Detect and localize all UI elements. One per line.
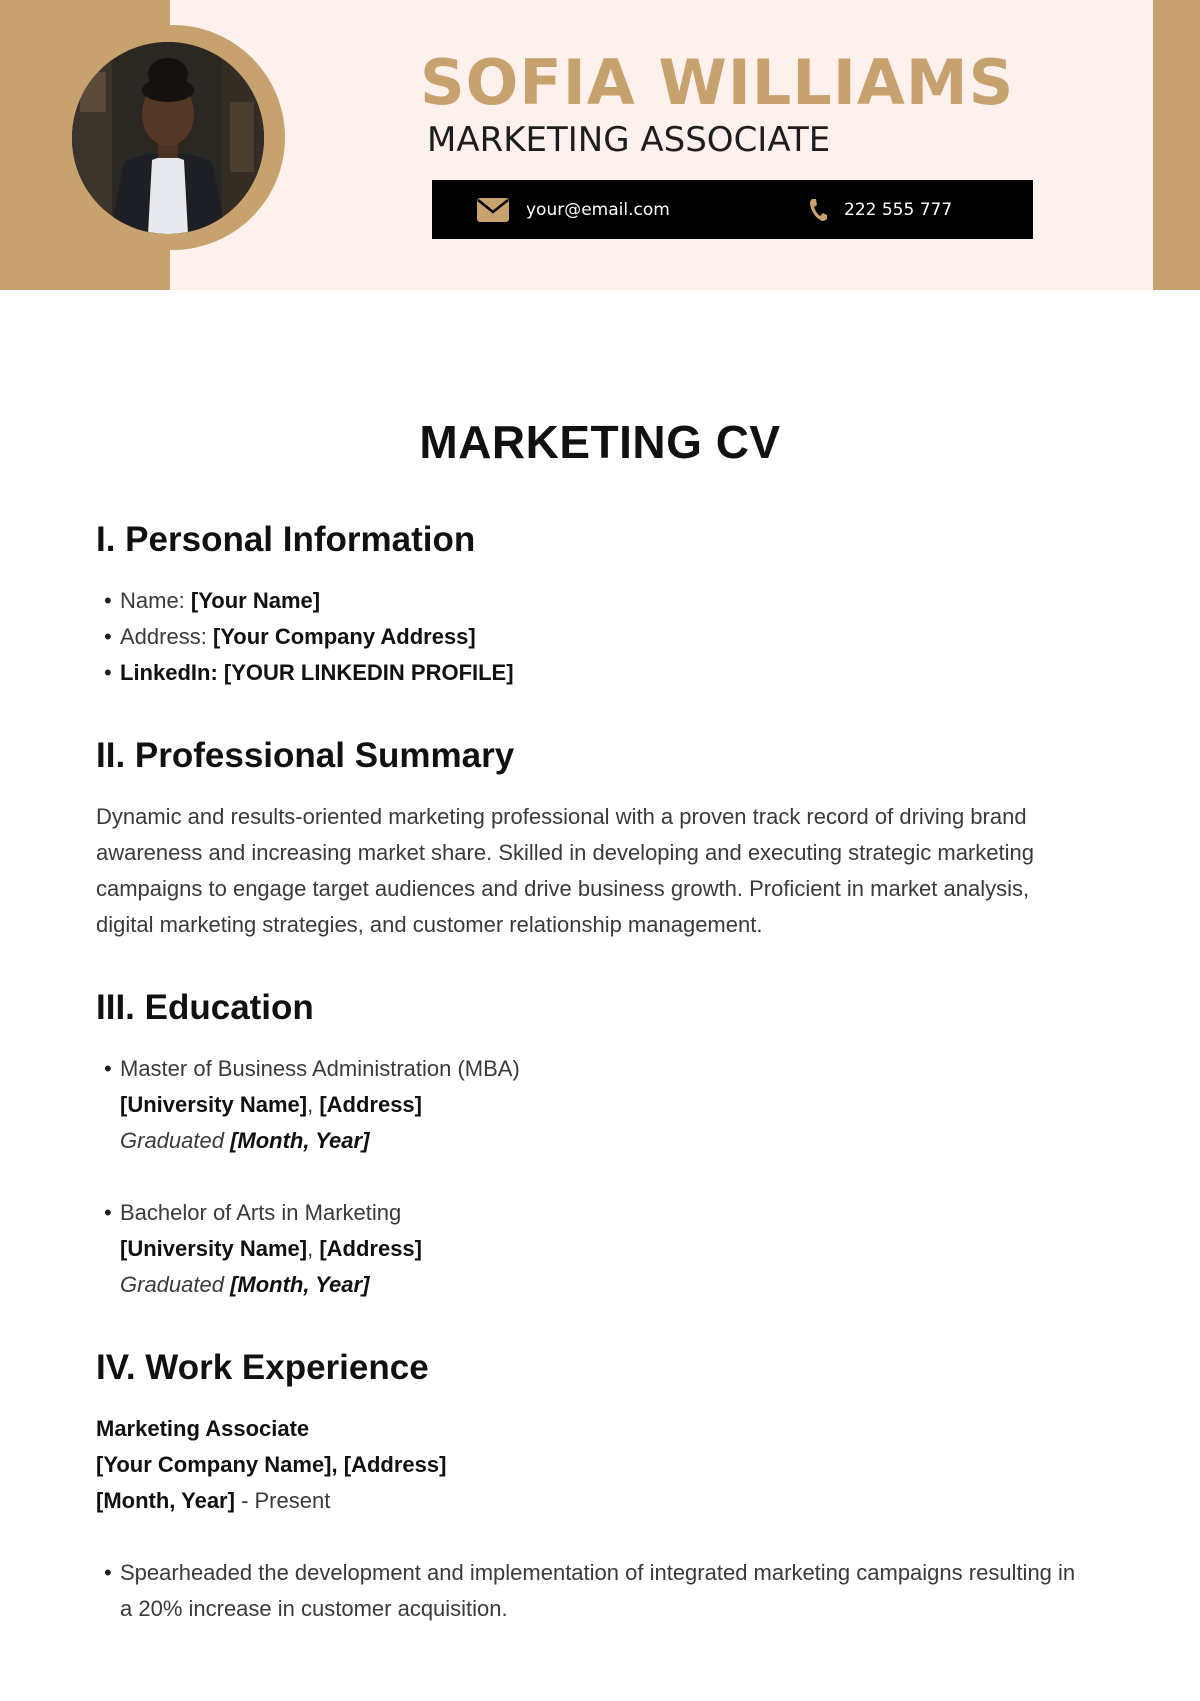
section-education	[96, 983, 1076, 1303]
section-heading: IV. Work Experience	[96, 1348, 429, 1387]
job-company: [Your Company Name], [Address]	[96, 1452, 447, 1477]
profile-photo	[72, 42, 264, 234]
graduation-date: [Month, Year]	[230, 1272, 370, 1297]
header-banner	[0, 0, 1200, 290]
phone-icon	[806, 196, 830, 224]
section-heading: III. Education	[96, 988, 314, 1027]
job-entry	[96, 1411, 1076, 1519]
university: [University Name]	[120, 1092, 308, 1117]
document-title: MARKETING CV	[419, 416, 781, 468]
envelope-icon	[476, 196, 510, 224]
university: [University Name]	[120, 1236, 308, 1261]
section-heading: I. Personal Information	[96, 520, 476, 559]
degree: Master of Business Administration (MBA)	[120, 1056, 520, 1081]
job-title: Marketing Associate	[96, 1416, 310, 1441]
personal-list	[96, 583, 1076, 691]
job-start: [Month, Year]	[96, 1488, 235, 1513]
list-item: • Spearheaded the development and implementation of integrated marketing campaigns resulting in a 20% increase in customer acquisition.	[96, 1555, 1076, 1627]
job-end: - Present	[234, 1488, 331, 1513]
list-item: • Bachelor of Arts in Marketing [University Name], [Address] Graduated [Month, Year]	[96, 1195, 1076, 1303]
cv-content	[96, 515, 1076, 1667]
university-address: [Address]	[319, 1092, 422, 1117]
phone-text: 222 555 777	[844, 199, 953, 220]
section-personal	[96, 515, 1076, 691]
summary-text: Dynamic and results-oriented marketing professional with a proven track record of driving brand awareness and increasing market share. Skilled in developing and executing strategic marketing campaigns to engage target audiences and drive business growth. Proficient in market analysis, digital marketing strategies, and customer relationship management.	[96, 804, 1034, 937]
university-address: [Address]	[319, 1236, 422, 1261]
list-item: • Address: [Your Company Address]	[96, 619, 1076, 655]
email-text: your@email.com	[526, 199, 670, 220]
contact-phone[interactable]	[806, 180, 952, 239]
job-bullets	[96, 1555, 1076, 1627]
list-item: • Name: [Your Name]	[96, 583, 1076, 619]
education-list	[96, 1051, 1076, 1303]
contact-email[interactable]	[476, 180, 670, 239]
contact-bar	[432, 180, 1033, 239]
candidate-name: SOFIA WILLIAMS	[420, 46, 1015, 119]
degree: Bachelor of Arts in Marketing	[120, 1200, 402, 1225]
list-item: • Master of Business Administration (MBA) [University Name], [Address] Graduated [Month, Year]	[96, 1051, 1076, 1159]
list-item: • LinkedIn: [YOUR LINKEDIN PROFILE]	[96, 655, 1076, 691]
section-experience	[96, 1343, 1076, 1627]
header-accent-right	[1153, 0, 1200, 290]
section-heading: II. Professional Summary	[96, 736, 515, 775]
graduation-date: [Month, Year]	[230, 1128, 370, 1153]
section-summary	[96, 731, 1076, 943]
candidate-role: MARKETING ASSOCIATE	[427, 120, 831, 160]
